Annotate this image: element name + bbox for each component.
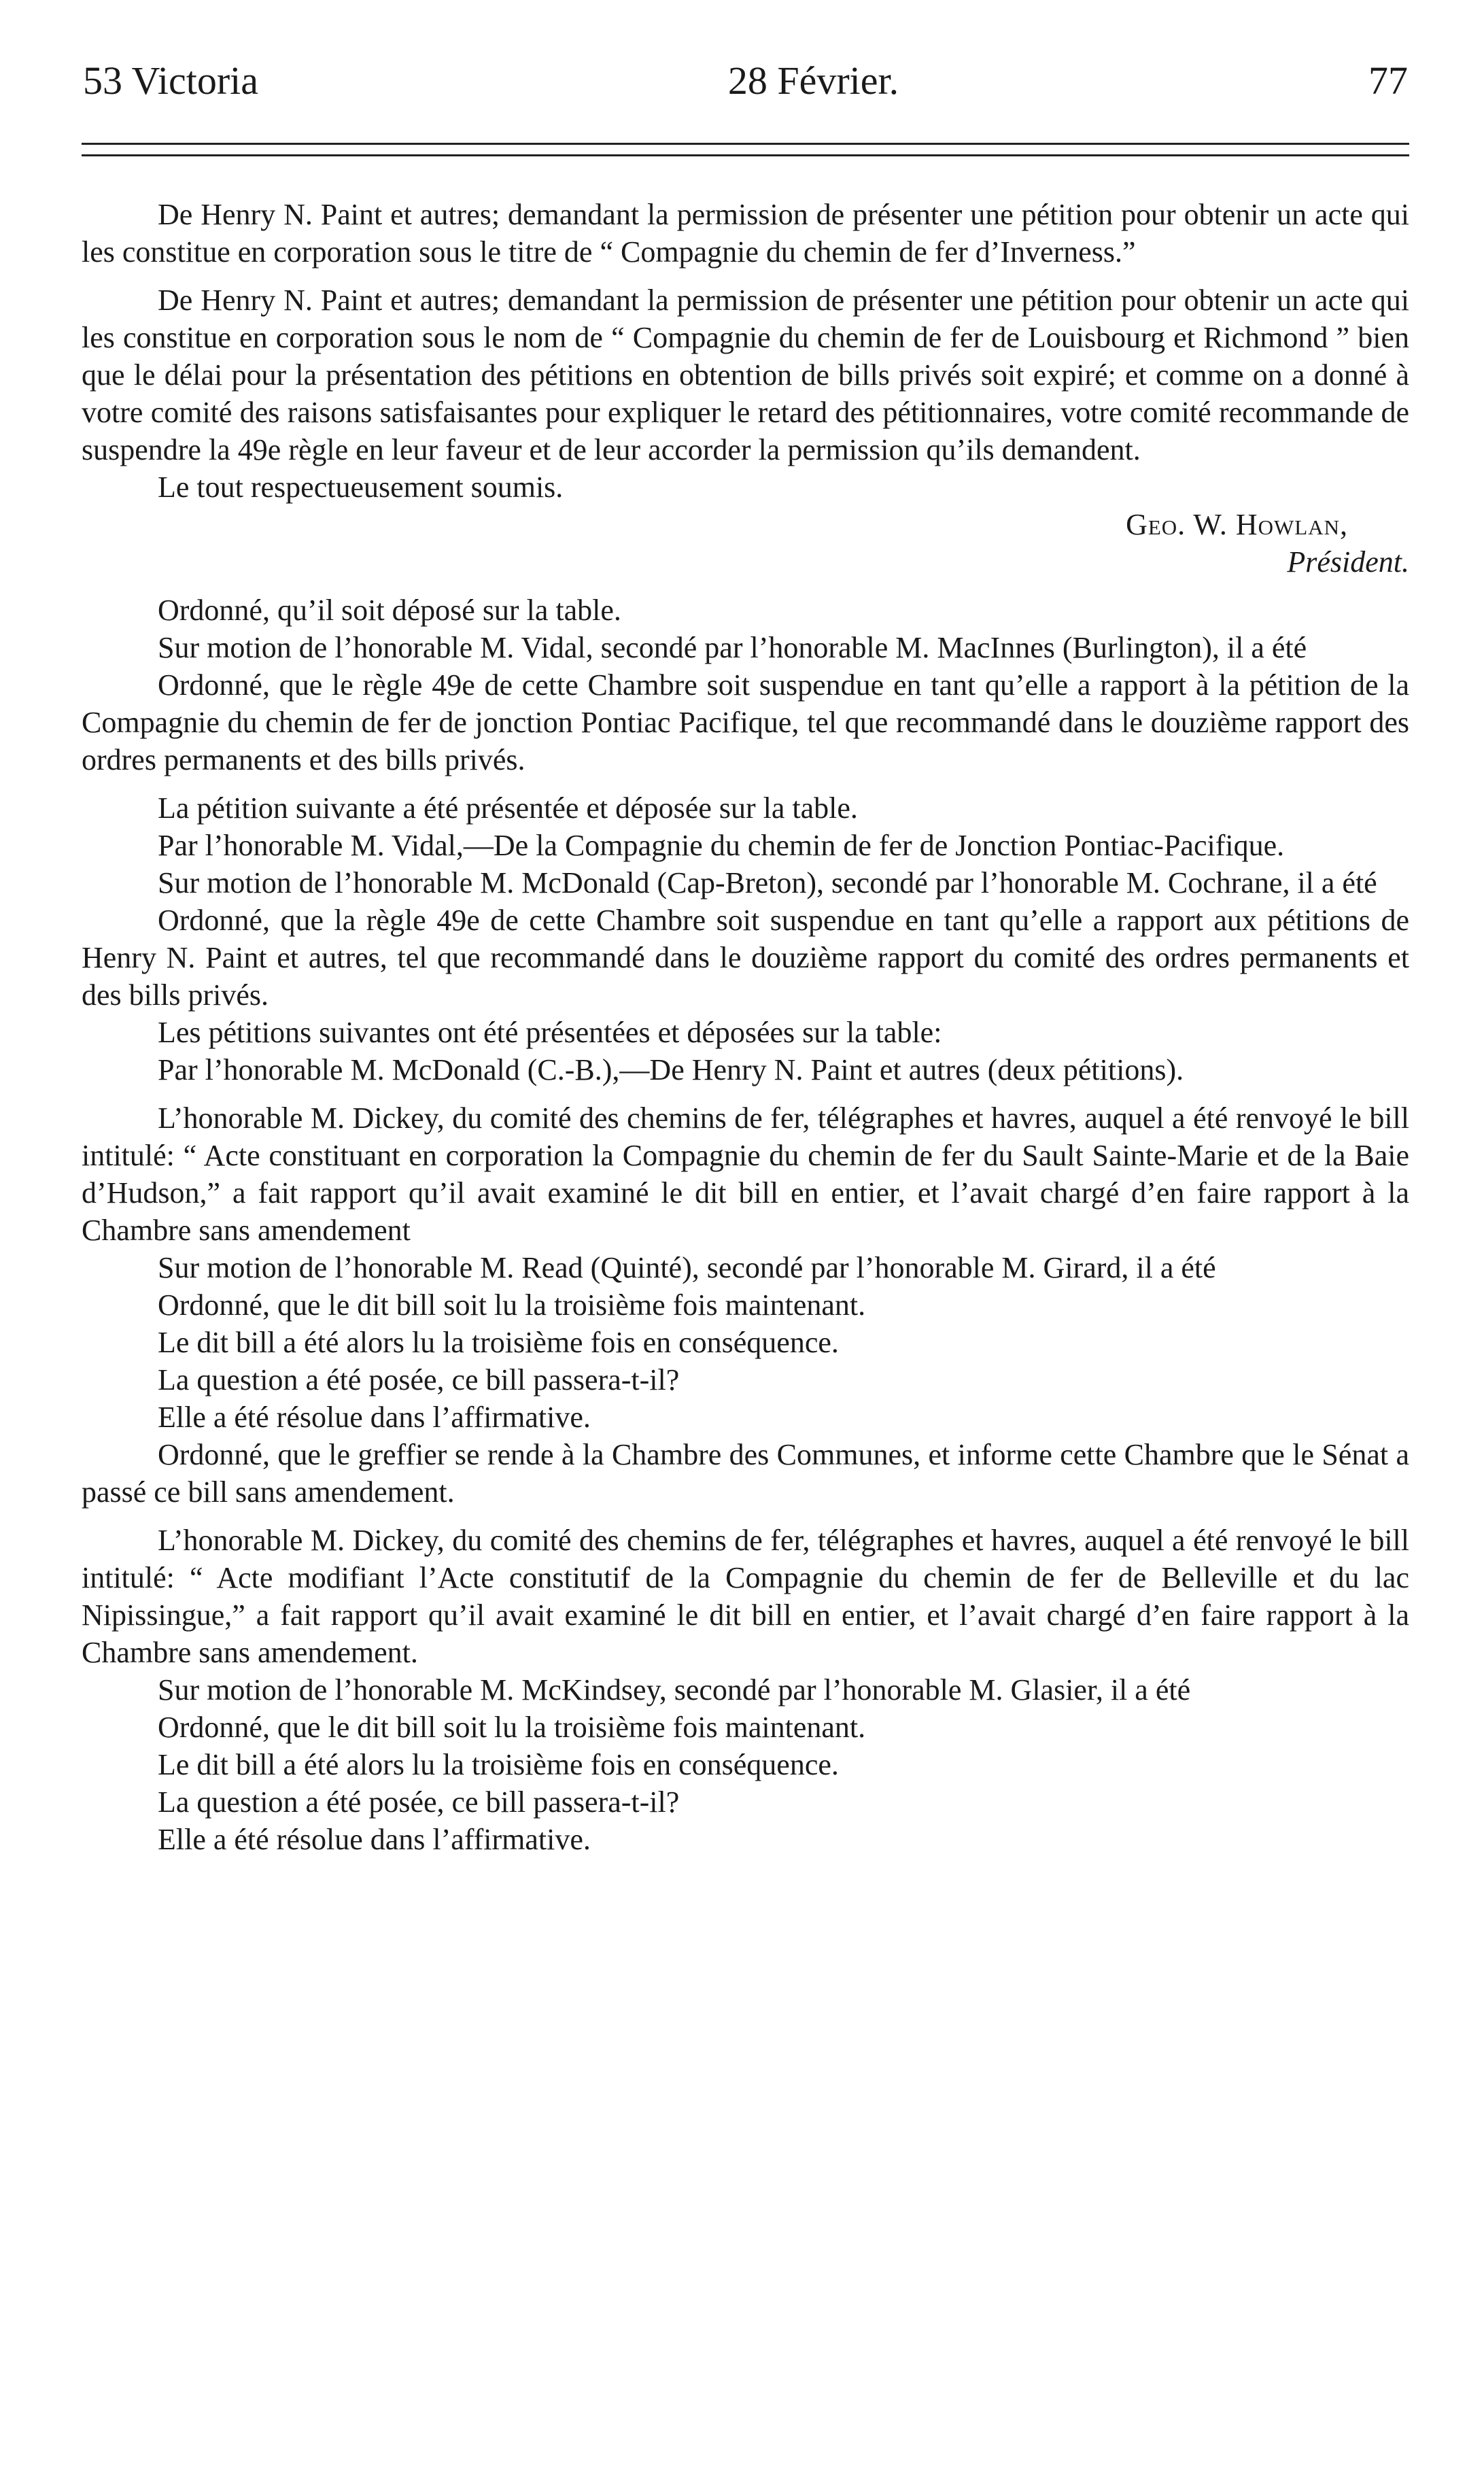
document-body	[82, 196, 1409, 1858]
signature-title: Président.	[1287, 545, 1409, 579]
paragraph: Ordonné, que le dit bill soit lu la troisième fois maintenant.	[158, 1711, 866, 1744]
paragraph: Par l’honorable M. Vidal,—De la Compagnie du chemin de fer de Jonction Pontiac-Pacifique.	[158, 829, 1285, 862]
signature-name: Geo. W. Howlan,	[1126, 508, 1348, 541]
signature-block	[82, 506, 1409, 581]
paragraph: Le tout respectueusement soumis.	[158, 470, 564, 504]
paragraph: Ordonné, que la règle 49e de cette Chambre soit suspendue en tant qu’elle a rapport aux pétitions de Henry N. Paint et autres, tel que recommandé dans le douzième rapport du comité des ordres permanents et des bills privés.	[82, 904, 1409, 1012]
paragraph: Sur motion de l’honorable M. Vidal, secondé par l’honorable M. MacInnes (Burlington), il a été	[158, 631, 1307, 664]
paragraph: La pétition suivante a été présentée et déposée sur la table.	[158, 791, 858, 825]
paragraph: L’honorable M. Dickey, du comité des chemins de fer, télégraphes et havres, auquel a été renvoyé le bill intitulé: “ Acte constituant en corporation la Compagnie du chemin de fer du Sault Sainte-Marie et de la Baie d’Hudson,” a fait rapport qu’il avait examiné le dit bill en entier, et l’avait chargé d’en faire rapport à la Chambre sans amendement	[82, 1101, 1409, 1247]
paragraph: Sur motion de l’honorable M. McDonald (Cap-Breton), secondé par l’honorable M. Cochrane, il a été	[158, 866, 1377, 899]
paragraph: Ordonné, que le dit bill soit lu la troisième fois maintenant.	[158, 1288, 866, 1322]
header-double-rule	[82, 143, 1409, 156]
paragraph: Sur motion de l’honorable M. Read (Quinté), secondé par l’honorable M. Girard, il a été	[158, 1251, 1216, 1284]
paragraph: De Henry N. Paint et autres; demandant la permission de présenter une pétition pour obtenir un acte qui les constitue en corporation sous le titre de “ Compagnie du chemin de fer d’Inverness.”	[82, 198, 1409, 269]
paragraph: Ordonné, que le règle 49e de cette Chambre soit suspendue en tant qu’elle a rapport à la pétition de la Compagnie du chemin de fer de jonction Pontiac Pacifique, tel que recommandé dans le douzième rapport des ordres permanents et des bills privés.	[82, 668, 1409, 776]
paragraph: Les pétitions suivantes ont été présentées et déposées sur la table:	[158, 1016, 942, 1049]
paragraph: Par l’honorable M. McDonald (C.-B.),—De Henry N. Paint et autres (deux pétitions).	[158, 1053, 1184, 1086]
paragraph: Ordonné, qu’il soit déposé sur la table.	[158, 594, 621, 627]
paragraph: La question a été posée, ce bill passera-t-il?	[158, 1785, 680, 1819]
header-page-number: 77	[1368, 58, 1408, 103]
paragraph: De Henry N. Paint et autres; demandant la permission de présenter une pétition pour obtenir un acte qui les constitue en corporation sous le nom de “ Compagnie du chemin de fer de Louisbourg et Richmond ” bien que le délai pour la présentation des pétitions en obtention de bills privés soit expiré; et comme on a donné à votre comité des raisons satisfaisantes pour expliquer le retard des pétitionnaires, votre comité recommande de suspendre la 49e règle en leur faveur et de leur accorder la permission qu’ils demandent.	[82, 284, 1409, 466]
paragraph: Elle a été résolue dans l’affirmative.	[158, 1401, 591, 1434]
paragraph: Le dit bill a été alors lu la troisième fois en conséquence.	[158, 1326, 839, 1359]
paragraph: Sur motion de l’honorable M. McKindsey, secondé par l’honorable M. Glasier, il a été	[158, 1673, 1191, 1707]
paragraph: Ordonné, que le greffier se rende à la Chambre des Communes, et informe cette Chambre que le Sénat a passé ce bill sans amendement.	[82, 1438, 1409, 1509]
running-header	[82, 58, 1409, 103]
paragraph: La question a été posée, ce bill passera-t-il?	[158, 1363, 680, 1396]
header-date: 28 Février.	[727, 58, 899, 103]
paragraph: Elle a été résolue dans l’affirmative.	[158, 1823, 591, 1856]
header-session: 53 Victoria	[83, 58, 258, 103]
paragraph: L’honorable M. Dickey, du comité des chemins de fer, télégraphes et havres, auquel a été renvoyé le bill intitulé: “ Acte modifiant l’Acte constitutif de la Compagnie du chemin de fer de Belleville et du lac Nipissingue,” a fait rapport qu’il avait examiné le dit bill en entier, et l’avait chargé d’en faire rapport à la Chambre sans amendement.	[82, 1524, 1409, 1669]
paragraph: Le dit bill a été alors lu la troisième fois en conséquence.	[158, 1748, 839, 1781]
